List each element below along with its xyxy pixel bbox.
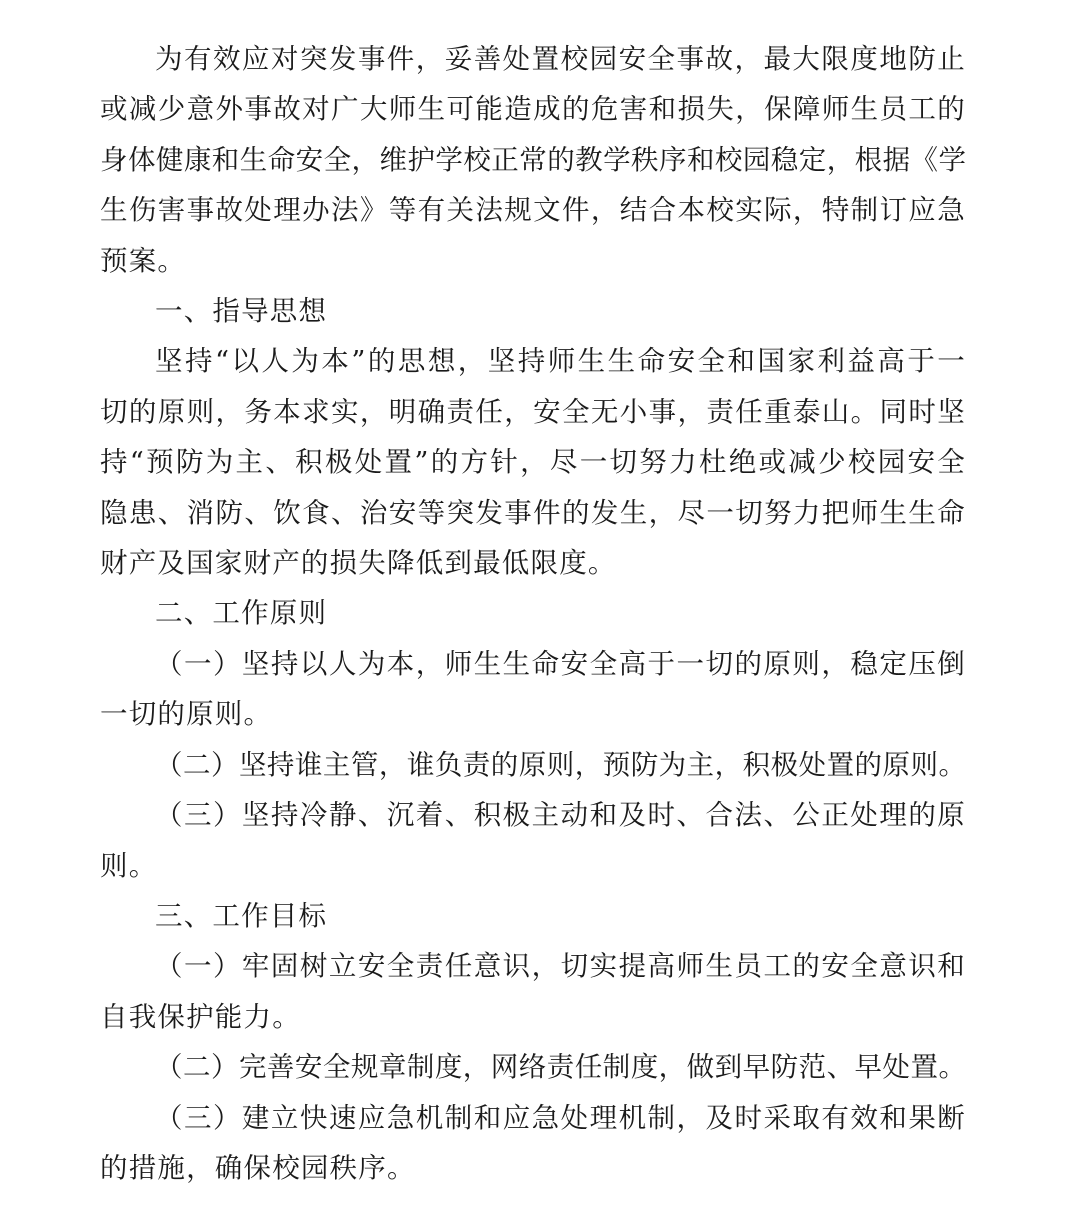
text-line: 一切的原则。 bbox=[100, 698, 273, 731]
intro-line-3: 身体健康和生命安全，维护学校正常的教学秩序和校园稳定，根据《学 bbox=[100, 143, 966, 176]
text-line: 的措施，确保校园秩序。 bbox=[100, 1151, 416, 1184]
text-line: 则。 bbox=[100, 849, 158, 882]
intro-line-2: 或减少意外事故对广大师生可能造成的危害和损失，保障师生员工的 bbox=[100, 93, 966, 126]
section-1-heading: 一、指导思想 bbox=[155, 295, 328, 328]
document-body bbox=[100, 34, 966, 1193]
text-line: （三）建立快速应急机制和应急处理机制，及时采取有效和果断 bbox=[155, 1101, 966, 1134]
text-line: （一）坚持以人为本，师生生命安全高于一切的原则，稳定压倒 bbox=[155, 647, 966, 680]
section-3-heading: 三、工作目标 bbox=[155, 899, 328, 932]
text-line: （二）坚持谁主管，谁负责的原则，预防为主，积极处置的原则。 bbox=[155, 748, 966, 781]
text-line: （二）完善安全规章制度，网络责任制度，做到早防范、早处置。 bbox=[155, 1051, 966, 1084]
text-line: 坚持“以人为本”的思想，坚持师生生命安全和国家利益高于一 bbox=[155, 345, 966, 378]
text-line: 持“预防为主、积极处置”的方针，尽一切努力杜绝或减少校园安全 bbox=[100, 446, 966, 479]
section-2-heading: 二、工作原则 bbox=[155, 597, 328, 630]
text-line: 财产及国家财产的损失降低到最低限度。 bbox=[100, 547, 617, 580]
intro-line-5: 预案。 bbox=[100, 244, 187, 277]
text-line: 隐患、消防、饮食、治安等突发事件的发生，尽一切努力把师生生命 bbox=[100, 496, 966, 529]
text-line: 自我保护能力。 bbox=[100, 1000, 301, 1033]
text-line: 切的原则，务本求实，明确责任，安全无小事，责任重泰山。同时坚 bbox=[100, 395, 966, 428]
text-line: （一）牢固树立安全责任意识，切实提高师生员工的安全意识和 bbox=[155, 950, 966, 983]
text-line: （三）坚持冷静、沉着、积极主动和及时、合法、公正处理的原 bbox=[155, 799, 966, 832]
intro-line-1: 为有效应对突发事件，妥善处置校园安全事故，最大限度地防止 bbox=[155, 43, 966, 75]
intro-line-4: 生伤害事故处理办法》等有关法规文件，结合本校实际，特制订应急 bbox=[100, 194, 966, 227]
